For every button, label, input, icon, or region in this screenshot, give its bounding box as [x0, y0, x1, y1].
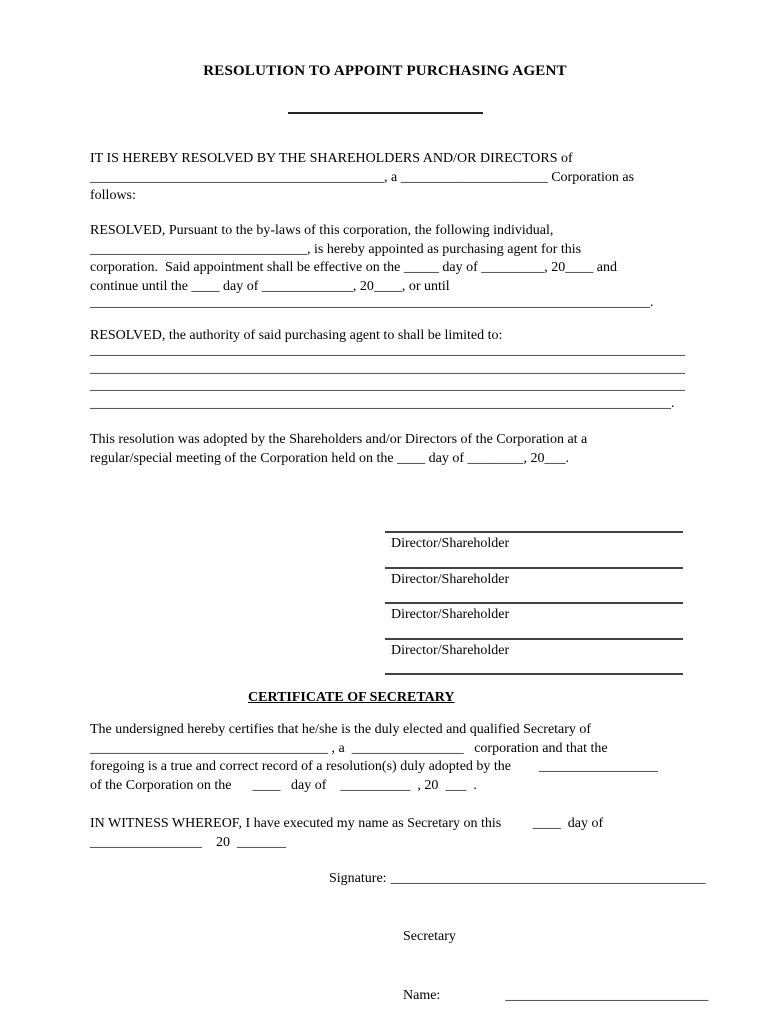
intro-paragraph: [90, 150, 696, 206]
certificate-line-4: of the Corporation on the ____ day of __________ , 20 ___ .: [90, 777, 477, 793]
appointment-line-2: _______________________________, is hereby appointed as purchasing agent for this: [90, 241, 582, 257]
signer-label: Director/Shareholder: [391, 571, 510, 587]
witness-line-2: ________________ 20 _______: [90, 834, 286, 850]
signature-block: [385, 531, 683, 675]
intro-line-1: IT IS HEREBY RESOLVED BY THE SHAREHOLDERS AND/OR DIRECTORS of: [90, 151, 573, 166]
certificate-line-1: The undersigned hereby certifies that he/she is the duly elected and qualified Secretary of: [90, 722, 592, 737]
adoption-line-1: This resolution was adopted by the Shareholders and/or Directors of the Corporation at a: [90, 432, 588, 447]
intro-line-2: __________________________________________, a _____________________ Corporation as: [90, 169, 635, 185]
appointment-line-4: continue until the ____ day of _____________, 20____, or until: [90, 278, 450, 294]
secretary-label: Secretary: [403, 929, 456, 944]
signature-line: [385, 531, 683, 567]
appointment-blank-line: ________________________________________________________________________________.: [90, 295, 654, 310]
signature-label: Signature:: [329, 870, 387, 886]
witness-paragraph: [90, 815, 696, 852]
execution-block: [90, 849, 709, 1024]
witness-line-1: IN WITNESS WHEREOF, I have executed my name as Secretary on this ____ day of: [90, 816, 604, 831]
appointment-line-1: RESOLVED, Pursuant to the by-laws of this corporation, the following individual,: [90, 223, 554, 238]
appointment-paragraph: [90, 222, 696, 310]
authority-blank-lines: [90, 342, 696, 412]
adoption-line-2: regular/special meeting of the Corporation held on the ____ day of ________, 20___.: [90, 450, 570, 466]
authority-blank-line: _____________________________________________________________________________________: [90, 360, 685, 376]
name-row: [90, 966, 709, 1024]
adoption-paragraph: [90, 431, 696, 468]
signature-line: [385, 602, 683, 638]
authority-blank-line: _____________________________________________________________________________________: [90, 343, 685, 358]
signer-label: Director/Shareholder: [391, 607, 510, 622]
authority-heading: RESOLVED, the authority of said purchasing agent to shall be limited to:: [90, 328, 503, 343]
certificate-line-3: foregoing is a true and correct record of a resolution(s) duly adopted by the _________________: [90, 759, 659, 774]
certificate-heading: CERTIFICATE OF SECRETARY: [248, 690, 455, 705]
signature-blank: _____________________________________________: [390, 870, 706, 886]
authority-blank-line: _____________________________________________________________________________________: [90, 378, 685, 393]
signature-line: [385, 638, 683, 674]
appointment-line-3: corporation. Said appointment shall be effective on the _____ day of _________, 20____ and: [90, 260, 617, 275]
document-title: RESOLUTION TO APPOINT PURCHASING AGENT: [203, 63, 567, 79]
intro-line-3: follows:: [90, 188, 136, 203]
signer-label: Director/Shareholder: [391, 642, 510, 658]
signer-label: Director/Shareholder: [391, 536, 510, 551]
signature-line: [385, 673, 683, 675]
signature-line: [385, 567, 683, 603]
authority-blank-line: ___________________________________________________________________________________.: [90, 395, 675, 411]
name-blank: _____________________________: [505, 987, 709, 1003]
title-underline: [288, 112, 483, 114]
certificate-paragraph: [90, 721, 696, 795]
certificate-line-2: __________________________________ , a ________________ corporation and that the: [90, 740, 608, 756]
signature-row: [90, 849, 706, 908]
name-label: Name:: [403, 987, 441, 1003]
secretary-row: [90, 908, 696, 967]
